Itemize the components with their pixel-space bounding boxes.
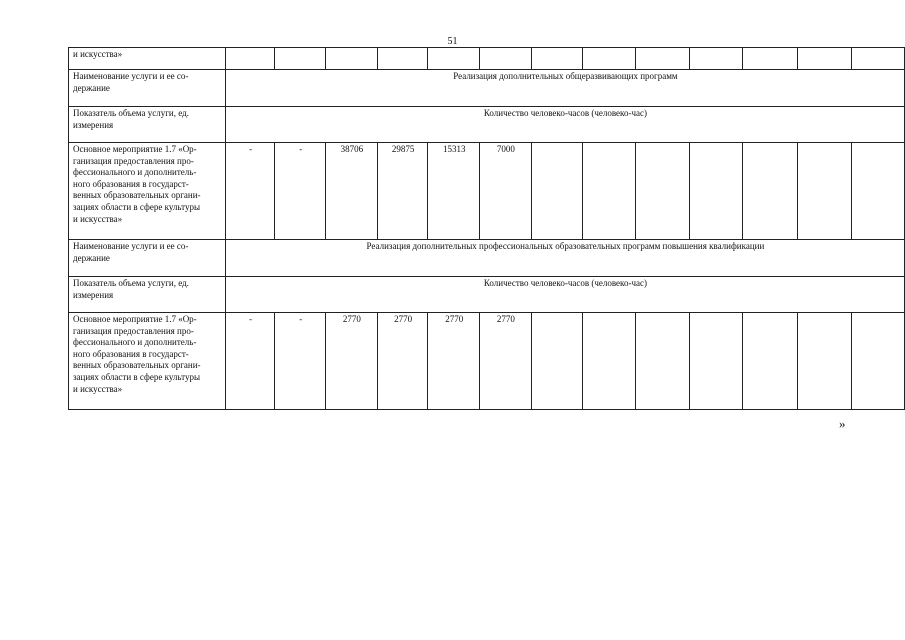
value-cell — [690, 143, 743, 240]
row-label-text: Наименование услуги и ее со- держание — [73, 71, 189, 93]
value-cell: 7000 — [480, 143, 531, 240]
page-number: 51 — [447, 36, 458, 47]
table-row-header — [69, 277, 905, 313]
value-cell: 2770 — [480, 313, 531, 410]
value-cell: 2770 — [326, 313, 378, 410]
table-row — [69, 313, 905, 410]
row-label — [69, 70, 226, 107]
table-row — [69, 48, 905, 70]
value-cell — [582, 313, 635, 410]
value-cell — [851, 48, 904, 70]
value-cell — [743, 143, 797, 240]
value-cell: - — [275, 143, 326, 240]
value-cell — [377, 48, 428, 70]
value-cell — [275, 48, 326, 70]
row-label — [69, 240, 226, 277]
row-label — [69, 277, 226, 313]
row-label-text: Показатель объема услуги, ед. измерения — [73, 108, 189, 130]
value-cell — [582, 48, 635, 70]
table-row-header — [69, 70, 905, 107]
value-cell: - — [225, 313, 275, 410]
value-cell — [326, 48, 378, 70]
value-cell — [797, 313, 851, 410]
service-description-cell: Количество человеко-часов (человеко-час) — [225, 107, 904, 143]
value-cell — [851, 313, 904, 410]
value-cell: - — [225, 143, 275, 240]
table-row-header — [69, 240, 905, 277]
row-label-text: Основное мероприятие 1.7 «Ор- ганизация предоставления про- фессионального и дополнитель- ного образования в государст- венных образовательных органи- зациях области в сфере культуры и искусства» — [73, 144, 201, 224]
service-description-cell: Реализация дополнительных общеразвивающих программ — [225, 70, 904, 107]
row-label-text: и искусства» — [73, 49, 123, 59]
value-cell — [636, 143, 690, 240]
table-row — [69, 143, 905, 240]
service-description-cell: Реализация дополнительных профессиональных образовательных программ повышения квалификации — [225, 240, 904, 277]
row-label-text: Показатель объема услуги, ед. измерения — [73, 278, 189, 300]
value-cell — [582, 143, 635, 240]
value-cell: 29875 — [377, 143, 428, 240]
value-cell — [531, 48, 582, 70]
value-cell — [743, 48, 797, 70]
value-cell — [428, 48, 480, 70]
table-row-header — [69, 107, 905, 143]
value-cell — [531, 313, 582, 410]
value-cell: 2770 — [428, 313, 480, 410]
value-cell — [480, 48, 531, 70]
value-cell — [636, 48, 690, 70]
row-label-text: Наименование услуги и ее со- держание — [73, 241, 189, 263]
value-cell: - — [275, 313, 326, 410]
row-label — [69, 313, 226, 410]
value-cell — [797, 143, 851, 240]
value-cell — [690, 48, 743, 70]
row-label — [69, 107, 226, 143]
service-description-cell: Количество человеко-часов (человеко-час) — [225, 277, 904, 313]
row-label-text: Основное мероприятие 1.7 «Ор- ганизация предоставления про- фессионального и дополнитель- ного образования в государст- венных образовательных органи- зациях области в сфере культуры и искусства» — [73, 314, 201, 394]
value-cell — [690, 313, 743, 410]
value-cell: 15313 — [428, 143, 480, 240]
value-cell: 2770 — [377, 313, 428, 410]
row-label — [69, 48, 226, 70]
row-label — [69, 143, 226, 240]
value-cell: 38706 — [326, 143, 378, 240]
value-cell — [743, 313, 797, 410]
value-cell — [225, 48, 275, 70]
value-cell — [531, 143, 582, 240]
value-cell — [851, 143, 904, 240]
indicators-table — [68, 47, 905, 410]
value-cell — [797, 48, 851, 70]
value-cell — [636, 313, 690, 410]
closing-quote: » — [839, 416, 846, 431]
